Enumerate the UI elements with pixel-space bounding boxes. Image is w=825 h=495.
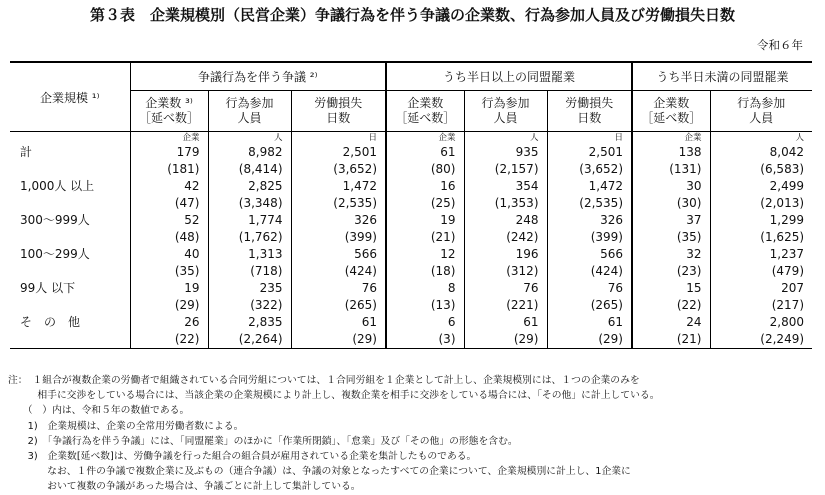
unit-label: 日 [547, 132, 632, 145]
previous-year-cell: (35) [632, 229, 710, 246]
note-line: 2) 「争議行為を伴う争議」には、「同盟罷業」のほかに「作業所閉鎖」、「怠業」及び「その他」の形態を含む。 [8, 435, 518, 447]
table-row [10, 280, 812, 297]
row-label-spacer [10, 161, 130, 178]
value-cell: 2,825 [208, 178, 291, 195]
row-label: 100～299人 [20, 247, 90, 261]
header-companies: 企業数 ³⁾ ［延べ数］ [130, 91, 208, 132]
table-row-previous-year [10, 297, 812, 314]
row-label: 計 [20, 145, 33, 159]
value-cell: 354 [464, 178, 547, 195]
value-cell: 1,472 [547, 178, 632, 195]
value-cell: 16 [386, 178, 464, 195]
value-cell: 196 [464, 246, 547, 263]
value-cell: 61 [547, 314, 632, 331]
header-participants: 行為参加 人員 [208, 91, 291, 132]
previous-year-cell: (399) [547, 229, 632, 246]
value-cell: 1,774 [208, 212, 291, 229]
previous-year-cell: (242) [464, 229, 547, 246]
value-cell: 566 [291, 246, 386, 263]
previous-year-cell: (29) [130, 297, 208, 314]
row-label: 99人 以下 [20, 281, 76, 295]
table-title: 第３表 企業規模別（民営企業）争議行為を伴う争議の企業数、行為参加人員及び労働損失日数 [89, 6, 735, 24]
note-line: 1) 企業規模は、企業の全常用労働者数による。 [8, 420, 244, 432]
value-cell: 235 [208, 280, 291, 297]
previous-year-cell: (29) [291, 331, 386, 349]
value-cell: 37 [632, 212, 710, 229]
previous-year-cell: (424) [547, 263, 632, 280]
header-participants: 行為参加 人員 [710, 91, 812, 132]
previous-year-cell: (22) [130, 331, 208, 349]
value-cell: 42 [130, 178, 208, 195]
unit-label: 人 [710, 132, 812, 145]
note-line: （ ）内は、令和５年の数値である。 [8, 405, 190, 417]
previous-year-cell: (718) [208, 263, 291, 280]
previous-year-cell: (217) [710, 297, 812, 314]
value-cell: 566 [547, 246, 632, 263]
value-cell: 1,299 [710, 212, 812, 229]
table-row [10, 212, 812, 229]
value-cell: 61 [464, 314, 547, 331]
previous-year-cell: (30) [632, 195, 710, 212]
table-row [10, 144, 812, 161]
value-cell: 76 [547, 280, 632, 297]
unit-label: 企業 [632, 132, 710, 145]
value-cell: 1,472 [291, 178, 386, 195]
value-cell: 207 [710, 280, 812, 297]
table-row-previous-year [10, 263, 812, 280]
value-cell: 76 [291, 280, 386, 297]
row-label-spacer [10, 263, 130, 280]
previous-year-cell: (221) [464, 297, 547, 314]
previous-year-cell: (80) [386, 161, 464, 178]
previous-year-cell: (29) [464, 331, 547, 349]
table-row [10, 246, 812, 263]
value-cell: 32 [632, 246, 710, 263]
header-companies: 企業数 ［延べ数］ [632, 91, 710, 132]
value-cell: 61 [386, 144, 464, 161]
value-cell: 8,042 [710, 144, 812, 161]
previous-year-cell: (1,625) [710, 229, 812, 246]
header-group-halfday-minus: うち半日未満の同盟罷業 [632, 62, 812, 91]
previous-year-cell: (1,762) [208, 229, 291, 246]
previous-year-cell: (47) [130, 195, 208, 212]
notes [8, 373, 818, 495]
previous-year-cell: (21) [632, 331, 710, 349]
header-scale: 企業規模 ¹⁾ [10, 62, 130, 132]
row-label: 1,000人 以上 [20, 179, 95, 193]
previous-year-cell: (6,583) [710, 161, 812, 178]
unit-label: 人 [464, 132, 547, 145]
dispute-table [10, 61, 812, 349]
value-cell: 52 [130, 212, 208, 229]
value-cell: 30 [632, 178, 710, 195]
previous-year-cell: (181) [130, 161, 208, 178]
header-days: 労働損失 日数 [291, 91, 386, 132]
previous-year-cell: (399) [291, 229, 386, 246]
note-line: おいて複数の争議があった場合は、争議ごとに計上して集計している。 [8, 481, 361, 493]
previous-year-cell: (2,535) [291, 195, 386, 212]
table-row-previous-year [10, 161, 812, 178]
row-label-spacer [10, 195, 130, 212]
value-cell: 138 [632, 144, 710, 161]
previous-year-cell: (13) [386, 297, 464, 314]
table-row [10, 314, 812, 331]
table-row-previous-year [10, 229, 812, 246]
value-cell: 2,835 [208, 314, 291, 331]
previous-year-cell: (2,157) [464, 161, 547, 178]
previous-year-cell: (25) [386, 195, 464, 212]
header-group-all: 争議行為を伴う争議 ²⁾ [130, 62, 386, 91]
header-group-halfday-plus: うち半日以上の同盟罷業 [386, 62, 632, 91]
year-label: 令和６年 [757, 38, 803, 52]
previous-year-cell: (23) [632, 263, 710, 280]
value-cell: 26 [130, 314, 208, 331]
previous-year-cell: (48) [130, 229, 208, 246]
header-participants: 行為参加 人員 [464, 91, 547, 132]
header-days: 労働損失 日数 [547, 91, 632, 132]
row-label-spacer [10, 331, 130, 349]
value-cell: 76 [464, 280, 547, 297]
table-row [10, 178, 812, 195]
unit-label: 企業 [130, 132, 208, 145]
value-cell: 1,237 [710, 246, 812, 263]
value-cell: 326 [291, 212, 386, 229]
row-label-spacer [10, 297, 130, 314]
value-cell: 8 [386, 280, 464, 297]
value-cell: 12 [386, 246, 464, 263]
note-line: 注： １組合が複数企業の労働者で組織されている合同労組については、１合同労組を１企業として計上し、企業規模別には、１つの企業のみを [8, 375, 640, 386]
previous-year-cell: (3,652) [547, 161, 632, 178]
note-line: 3) 企業数[延べ数]は、労働争議を行った組合の組合員が雇用されている企業を集計したものである。 [8, 451, 477, 463]
value-cell: 40 [130, 246, 208, 263]
previous-year-cell: (265) [547, 297, 632, 314]
row-label-spacer [10, 229, 130, 246]
value-cell: 179 [130, 144, 208, 161]
previous-year-cell: (322) [208, 297, 291, 314]
previous-year-cell: (265) [291, 297, 386, 314]
previous-year-cell: (3,652) [291, 161, 386, 178]
header-companies: 企業数 ［延べ数］ [386, 91, 464, 132]
previous-year-cell: (22) [632, 297, 710, 314]
value-cell: 15 [632, 280, 710, 297]
previous-year-cell: (18) [386, 263, 464, 280]
value-cell: 326 [547, 212, 632, 229]
previous-year-cell: (8,414) [208, 161, 291, 178]
previous-year-cell: (312) [464, 263, 547, 280]
previous-year-cell: (2,249) [710, 331, 812, 349]
value-cell: 935 [464, 144, 547, 161]
value-cell: 2,800 [710, 314, 812, 331]
previous-year-cell: (479) [710, 263, 812, 280]
table-row-previous-year [10, 331, 812, 349]
previous-year-cell: (2,013) [710, 195, 812, 212]
previous-year-cell: (131) [632, 161, 710, 178]
previous-year-cell: (35) [130, 263, 208, 280]
previous-year-cell: (29) [547, 331, 632, 349]
value-cell: 24 [632, 314, 710, 331]
unit-label: 人 [208, 132, 291, 145]
previous-year-cell: (2,535) [547, 195, 632, 212]
value-cell: 19 [130, 280, 208, 297]
previous-year-cell: (21) [386, 229, 464, 246]
value-cell: 2,501 [547, 144, 632, 161]
previous-year-cell: (2,264) [208, 331, 291, 349]
previous-year-cell: (3) [386, 331, 464, 349]
unit-label: 日 [291, 132, 386, 145]
previous-year-cell: (3,348) [208, 195, 291, 212]
unit-row [10, 132, 812, 145]
value-cell: 19 [386, 212, 464, 229]
value-cell: 248 [464, 212, 547, 229]
note-line: なお、１件の争議で複数企業に及ぶもの（連合争議）は、争議の対象となったすべての企業について、企業規模別に計上し、1企業に [8, 466, 631, 478]
value-cell: 2,499 [710, 178, 812, 195]
table-row-previous-year [10, 195, 812, 212]
previous-year-cell: (424) [291, 263, 386, 280]
value-cell: 1,313 [208, 246, 291, 263]
note-line: 相手に交渉をしている場合には、当該企業の企業規模により計上し、複数企業を相手に交渉をしている場合には、「その他」に計上している。 [8, 390, 660, 402]
row-label: 300～999人 [20, 213, 90, 227]
value-cell: 61 [291, 314, 386, 331]
value-cell: 8,982 [208, 144, 291, 161]
previous-year-cell: (1,353) [464, 195, 547, 212]
value-cell: 6 [386, 314, 464, 331]
unit-label: 企業 [386, 132, 464, 145]
value-cell: 2,501 [291, 144, 386, 161]
row-label: そ の 他 [20, 315, 81, 329]
